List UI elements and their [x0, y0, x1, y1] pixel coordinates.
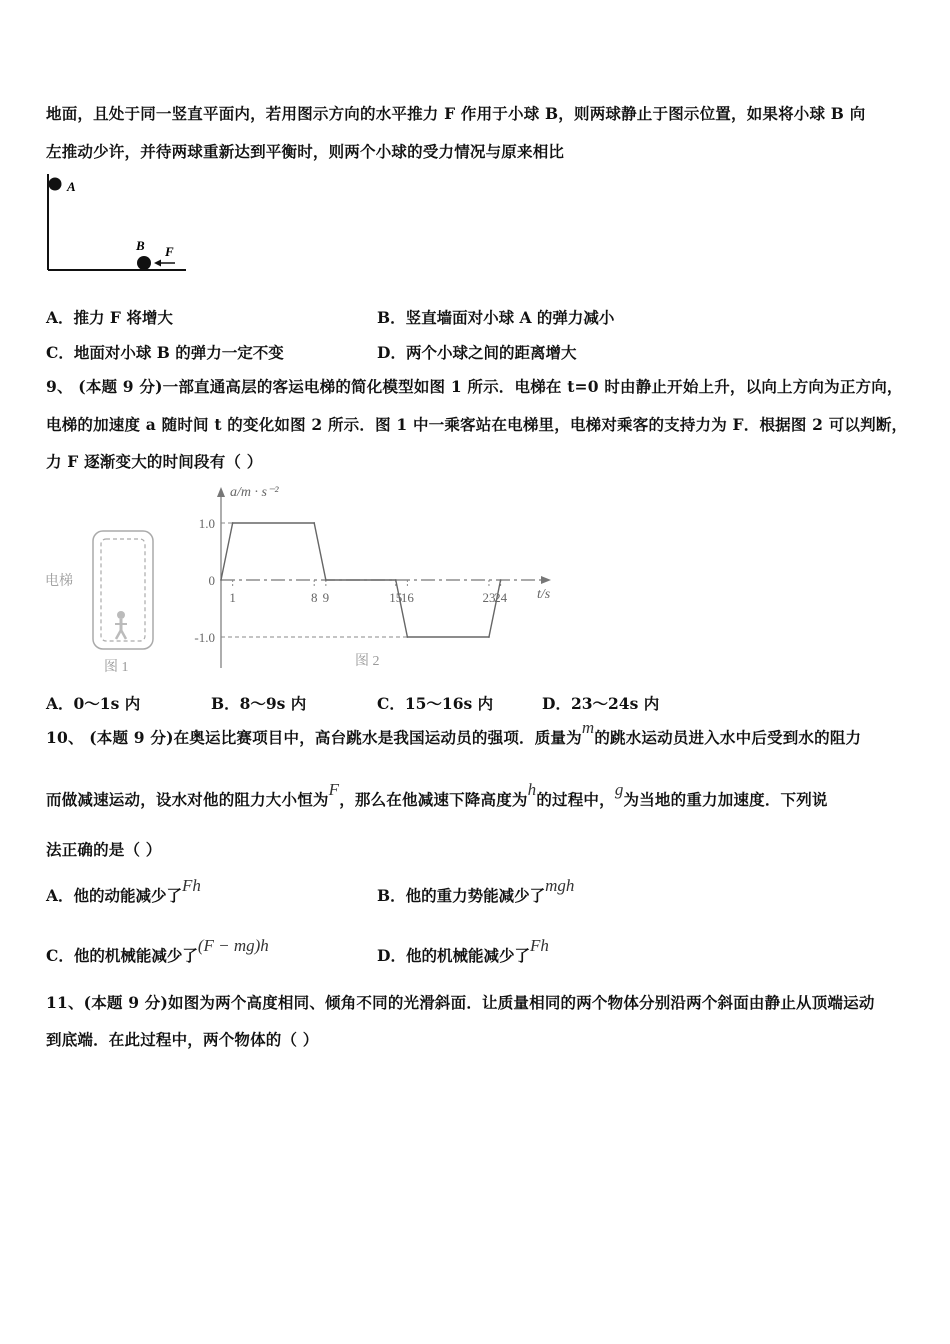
data-point: [325, 579, 327, 581]
q11-line-1: 11、(本题 9 分)如图为两个高度相同、倾角不同的光滑斜面．让质量相同的两个物体分别沿两个斜面由静止从顶端运动: [46, 993, 875, 1012]
x-tick-label: 15: [389, 590, 403, 605]
q9-line-1: 9、 (本题 9 分)一部直通高层的客运电梯的简化模型如图 1 所示．电梯在 t=0 时由静止开始上升，以向上方向为正方向，: [46, 377, 903, 396]
q9-option-c: C．15～16s 内: [377, 694, 494, 713]
q10-line-2: [46, 780, 828, 810]
x-tick-label: 1: [229, 590, 236, 605]
y-axis-arrowhead: [217, 487, 225, 497]
q9-line-2: 电梯的加速度 a 随时间 t 的变化如图 2 所示．图 1 中一乘客站在电梯里，电梯对乘客的支持力为 F．根据图 2 可以判断，: [46, 415, 908, 434]
q10-option-a: [46, 876, 201, 906]
x-tick-label: 24: [494, 590, 508, 605]
q10-option-b: [377, 876, 575, 906]
chart-caption: 图 2: [355, 654, 380, 669]
q10-option-c: [46, 936, 269, 966]
data-point: [500, 579, 502, 581]
q10-option-c-math: (F − mg)h: [197, 936, 269, 955]
elevator-label: 电梯: [45, 574, 73, 589]
x-tick-label: 8: [310, 590, 318, 605]
math-f: F: [328, 780, 340, 799]
x-tick-label: 23: [482, 590, 496, 605]
q10-line-2-part-d: 为当地的重力加速度．下列说: [623, 790, 828, 809]
data-point: [395, 579, 397, 581]
q9-option-b: B．8～9s 内: [211, 694, 307, 713]
q10-line-1-end: 的跳水运动员进入水中后受到水的阻力: [594, 728, 862, 747]
q10-option-c-text: C．他的机械能减少了: [46, 946, 198, 965]
math-h: h: [527, 780, 537, 799]
x-axis-arrowhead: [541, 576, 551, 584]
q10-line-1-start: 10、 (本题 9 分)在奥运比赛项目中，高台跳水是我国运动员的强项．质量为: [46, 728, 582, 747]
q9-line-3: 力 F 逐渐变大的时间段有（ ）: [46, 452, 263, 471]
q10-line-2-part-b: ，那么在他减速下降高度为: [339, 790, 528, 809]
q10-option-a-text: A．他的动能减少了: [46, 886, 183, 905]
fig1-caption: 图 1: [104, 660, 129, 675]
data-point: [488, 636, 490, 638]
math-g: g: [614, 780, 624, 799]
q10-option-d-text: D．他的机械能减少了: [377, 946, 530, 965]
x-tick-label: 9: [322, 590, 330, 605]
data-point: [407, 636, 409, 638]
label-b: B: [136, 238, 145, 253]
q8-line-2: 左推动少许，并待两球重新达到平衡时，则两个小球的受力情况与原来相比: [46, 142, 565, 161]
q10-line-2-part-a: 而做减速运动，设水对他的阻力大小恒为: [46, 790, 329, 809]
data-point: [220, 579, 222, 581]
y-tick-label: 0: [208, 573, 215, 588]
q10-option-d-math: Fh: [529, 936, 549, 955]
x-axis-label: t/s: [537, 587, 551, 602]
q8-option-c: C．地面对小球 B 的弹力一定不变: [46, 343, 284, 362]
q8-line-1: 地面，且处于同一竖直平面内，若用图示方向的水平推力 F 作用于小球 B，则两球静止于图示位置，如果将小球 B 向: [46, 104, 866, 123]
x-tick-label: 16: [400, 590, 414, 605]
q10-line-3: 法正确的是（ ）: [46, 840, 162, 859]
q10-line-1: [46, 718, 862, 748]
label-f: F: [165, 244, 174, 259]
q10-line-2-part-c: 的过程中，: [536, 790, 615, 809]
q10-option-b-text: B．他的重力势能减少了: [377, 886, 546, 905]
y-axis-label: a/m · s⁻²: [230, 485, 279, 500]
q10-option-b-math: mgh: [545, 876, 575, 895]
y-tick-label: -1.0: [194, 630, 215, 645]
data-point: [232, 522, 234, 524]
q9-option-a: A．0～1s 内: [46, 694, 141, 713]
q8-option-d: D．两个小球之间的距离增大: [377, 343, 577, 362]
q9-option-d: D．23～24s 内: [542, 694, 660, 713]
q10-option-d: [377, 936, 549, 966]
q8-option-a: A．推力 F 将增大: [46, 308, 173, 327]
q8-option-b: B．竖直墙面对小球 A 的弹力减小: [377, 308, 615, 327]
math-m: m: [581, 718, 595, 737]
y-tick-label: 1.0: [198, 516, 215, 531]
q11-line-2: 到底端．在此过程中，两个物体的（ ）: [46, 1030, 319, 1049]
label-a: A: [67, 179, 76, 194]
data-point: [313, 522, 315, 524]
q10-option-a-math: Fh: [182, 876, 201, 895]
